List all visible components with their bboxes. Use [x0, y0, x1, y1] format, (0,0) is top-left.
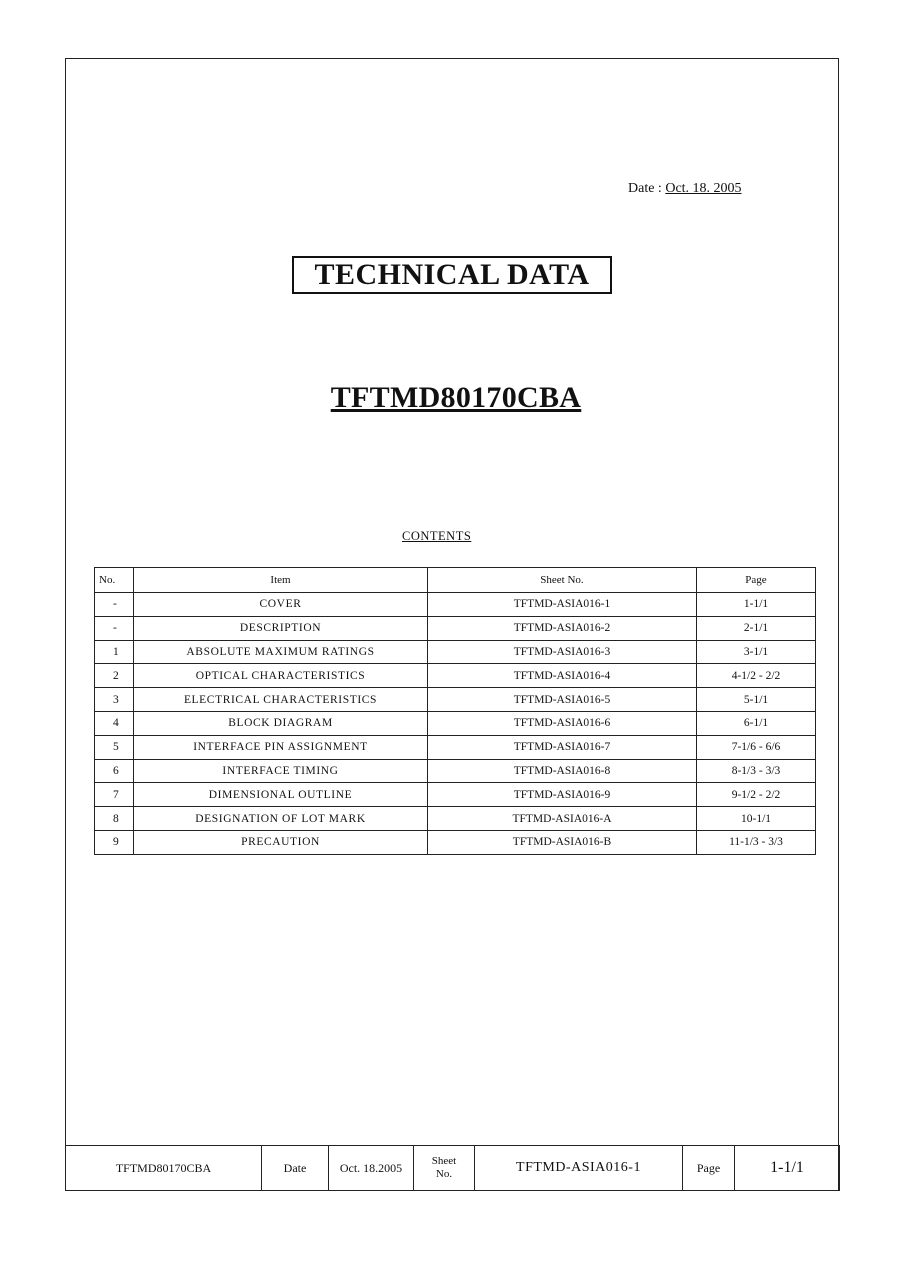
row-item: INTERFACE TIMING [134, 759, 428, 783]
row-no: - [95, 593, 134, 617]
table-row [95, 688, 816, 712]
row-item: DESIGNATION OF LOT MARK [134, 807, 428, 831]
row-sheet: TFTMD-ASIA016-4 [428, 664, 697, 688]
row-no: 2 [95, 664, 134, 688]
row-sheet: TFTMD-ASIA016-6 [428, 711, 697, 735]
document-date [628, 181, 742, 197]
row-sheet: TFTMD-ASIA016-1 [428, 593, 697, 617]
row-page: 4-1/2 - 2/2 [697, 664, 816, 688]
table-row [95, 783, 816, 807]
row-page: 3-1/1 [697, 640, 816, 664]
footer-model: TFTMD80170CBA [66, 1146, 262, 1191]
date-label: Date : [628, 181, 666, 196]
row-page: 1-1/1 [697, 593, 816, 617]
row-item: OPTICAL CHARACTERISTICS [134, 664, 428, 688]
row-sheet: TFTMD-ASIA016-7 [428, 735, 697, 759]
row-item: PRECAUTION [134, 830, 428, 854]
table-row [95, 711, 816, 735]
row-page: 2-1/1 [697, 616, 816, 640]
title-block [65, 1145, 840, 1191]
row-no: 7 [95, 783, 134, 807]
row-sheet: TFTMD-ASIA016-9 [428, 783, 697, 807]
row-sheet: TFTMD-ASIA016-A [428, 807, 697, 831]
row-no: - [95, 616, 134, 640]
row-sheet: TFTMD-ASIA016-2 [428, 616, 697, 640]
table-row [95, 830, 816, 854]
document-title: TECHNICAL DATA [292, 256, 612, 294]
row-item: DIMENSIONAL OUTLINE [134, 783, 428, 807]
row-page: 8-1/3 - 3/3 [697, 759, 816, 783]
row-no: 9 [95, 830, 134, 854]
footer-page-label: Page [683, 1146, 735, 1191]
row-sheet: TFTMD-ASIA016-8 [428, 759, 697, 783]
row-page: 6-1/1 [697, 711, 816, 735]
row-item: BLOCK DIAGRAM [134, 711, 428, 735]
table-row [95, 664, 816, 688]
row-no: 1 [95, 640, 134, 664]
row-item: ELECTRICAL CHARACTERISTICS [134, 688, 428, 712]
footer-sheet-label-line1: Sheet [431, 1155, 457, 1167]
row-page: 7-1/6 - 6/6 [697, 735, 816, 759]
footer-sheet-value: TFTMD-ASIA016-1 [475, 1146, 683, 1191]
table-row [95, 593, 816, 617]
row-item: COVER [134, 593, 428, 617]
column-header-sheet: Sheet No. [428, 568, 697, 593]
date-value: Oct. 18. 2005 [665, 181, 742, 196]
row-item: INTERFACE PIN ASSIGNMENT [134, 735, 428, 759]
row-sheet: TFTMD-ASIA016-B [428, 830, 697, 854]
table-row [95, 640, 816, 664]
contents-heading: CONTENTS [402, 529, 472, 543]
footer-date-label: Date [262, 1146, 329, 1191]
footer-date-value: Oct. 18.2005 [329, 1146, 414, 1191]
table-row [95, 807, 816, 831]
table-row [95, 735, 816, 759]
row-no: 8 [95, 807, 134, 831]
model-number: TFTMD80170CBA [330, 381, 582, 414]
row-no: 5 [95, 735, 134, 759]
row-no: 6 [95, 759, 134, 783]
row-no: 3 [95, 688, 134, 712]
column-header-page: Page [697, 568, 816, 593]
row-page: 5-1/1 [697, 688, 816, 712]
row-page: 11-1/3 - 3/3 [697, 830, 816, 854]
footer-sheet-label-line2: No. [435, 1168, 453, 1180]
row-sheet: TFTMD-ASIA016-3 [428, 640, 697, 664]
column-header-item: Item [134, 568, 428, 593]
row-sheet: TFTMD-ASIA016-5 [428, 688, 697, 712]
row-no: 4 [95, 711, 134, 735]
contents-header-row [95, 568, 816, 593]
row-page: 10-1/1 [697, 807, 816, 831]
row-page: 9-1/2 - 2/2 [697, 783, 816, 807]
table-row [95, 759, 816, 783]
table-row [95, 616, 816, 640]
contents-table [94, 567, 816, 855]
footer-sheet-label [414, 1146, 475, 1191]
footer-page-value: 1-1/1 [735, 1146, 840, 1191]
column-header-no: No. [95, 568, 134, 593]
row-item: DESCRIPTION [134, 616, 428, 640]
row-item: ABSOLUTE MAXIMUM RATINGS [134, 640, 428, 664]
